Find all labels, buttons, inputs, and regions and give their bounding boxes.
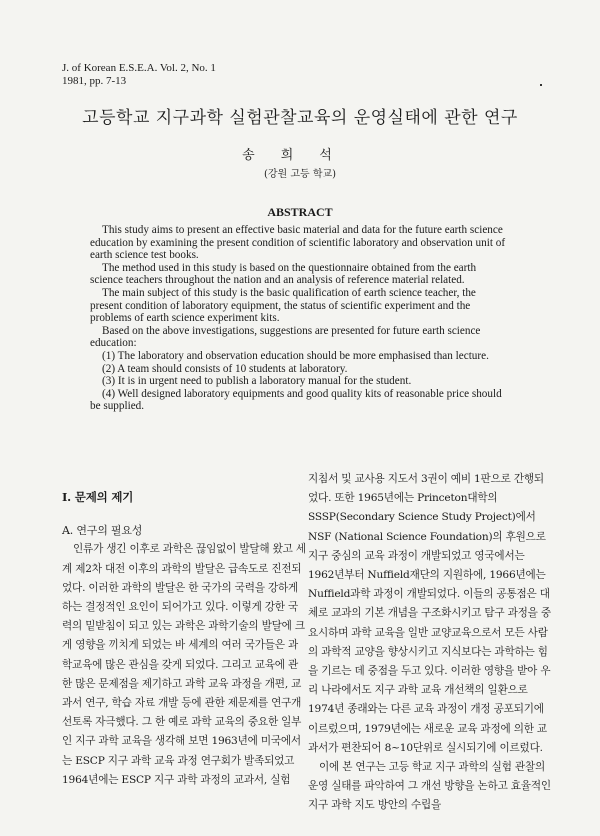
body-paragraph: 이에 본 연구는 고등 학교 지구 과학의 실험 관찰의 운영 실태를 파악하여 그 개선 방향을 논하고 효율적인 지구 과학 지도 방안의 수립을	[308, 761, 551, 812]
abstract-body	[90, 224, 510, 413]
body-column-right	[308, 470, 552, 816]
abstract-paragraph: Based on the above investigations, suggestions are presented for future earth science education:	[90, 324, 481, 350]
abstract-paragraph: The main subject of this study is the basic qualification of earth science teacher, the present condition of laboratory equipment, the status of scientific experiment and the problems of earth science experiment kits.	[90, 286, 476, 325]
paper-title: 고등학교 지구과학 실험관찰교육의 운영실태에 관한 연구	[82, 108, 518, 128]
abstract-list-item: (2) A team should consists of 10 students at laboratory.	[102, 362, 348, 375]
body-paragraph: 인류가 생긴 이후로 과학은 끊임없이 발달해 왔고 세계 제2차 대전 이후의 과학의 발달은 급속도로 진전되었다. 이러한 과학의 발달은 한 국가의 국력을 강하게 하는 결정적인 요인이 되어가고 있다. 이렇게 강한 국력의 밑받침이 되고 있는 과학은 과학기술의 발달에 크게 영향을 끼치게 되었는 바 세계의 여러 국가들은 과학교육에 많은 관심을 갖게 되었다. 그리고 교육에 관한 많은 문제점을 제기하고 과학 교육 과정을 개편, 교과서 연구, 학습 자료 개발 등에 관한 제문제를 연구개선토록 자극했다. 그 한 예로 과학 교육의 중요한 일부인 지구 과학 교육을 생각해 보면 1963년에 미국에서는 ESCP 지구 과학 교육 과정 연구회가 발족되었고 1964년에는 ESCP 지구 과학 과정의 교과서, 실험	[62, 543, 306, 786]
journal-citation	[62, 62, 216, 88]
journal-line-1: J. of Korean E.S.E.A. Vol. 2, No. 1	[62, 62, 216, 74]
body-paragraph-continued: 지침서 및 교사용 지도서 3권이 예비 1판으로 간행되었다. 또한 1965년에는 Princeton대학의 SSSP(Secondary Science Study Project)에서 NSF (National Science Foundation)의 후원으로 지구 중심의 교육 과정이 개발되었고 영국에서는 1962년부터 Nuffield재단의 지원하에, 1966년에는 Nuffield과학 과정이 개발되었다. 이들의 공통점은 대체로 교과의 기본 개념을 구조화시키고 탐구 과정을 중요시하며 과학 교육을 일반 교양교육으로서 모든 사람의 과학적 교양을 향상시키고 지식보다는 과학하는 힘을 기르는 데 중점을 두고 있다. 이러한 영향을 받아 우리 나라에서도 지구 과학 교육 개선책의 일환으로 1974년 종래와는 다른 교육 과정이 개정 공포되기에 이르렀으며, 1979년에는 새로운 교육 과정에 의한 교과서가 편찬되어 8~10단위로 실시되기에 이르렀다.	[308, 473, 551, 754]
section-heading: I. 문제의 제기	[62, 490, 134, 504]
subsection-heading: A. 연구의 필요성	[62, 524, 143, 538]
abstract-heading: ABSTRACT	[267, 205, 333, 219]
abstract-list-item: (4) Well designed laboratory equipments and good quality kits of reasonable price should be supplied.	[90, 387, 502, 413]
abstract-paragraph: This study aims to present an effective basic material and data for the future earth science education by examining the present condition of scientific laboratory and observation unit of earth science test books.	[90, 224, 506, 262]
abstract-list-item: (1) The laboratory and observation education should be more emphasised than lecture.	[102, 349, 489, 362]
abstract-paragraph: The method used in this study is based on the questionnaire obtained from the earth science teachers throughout the nation and an analysis of reference material related.	[90, 261, 477, 287]
body-column-left	[62, 488, 306, 790]
abstract-list-item: (3) It is in urgent need to publish a laboratory manual for the student.	[102, 375, 412, 388]
scan-speck	[540, 84, 542, 86]
journal-line-2: 1981, pp. 7-13	[62, 75, 127, 87]
author-name: 송희석	[242, 148, 358, 163]
author-affiliation: (강원 고등 학교)	[263, 169, 337, 180]
